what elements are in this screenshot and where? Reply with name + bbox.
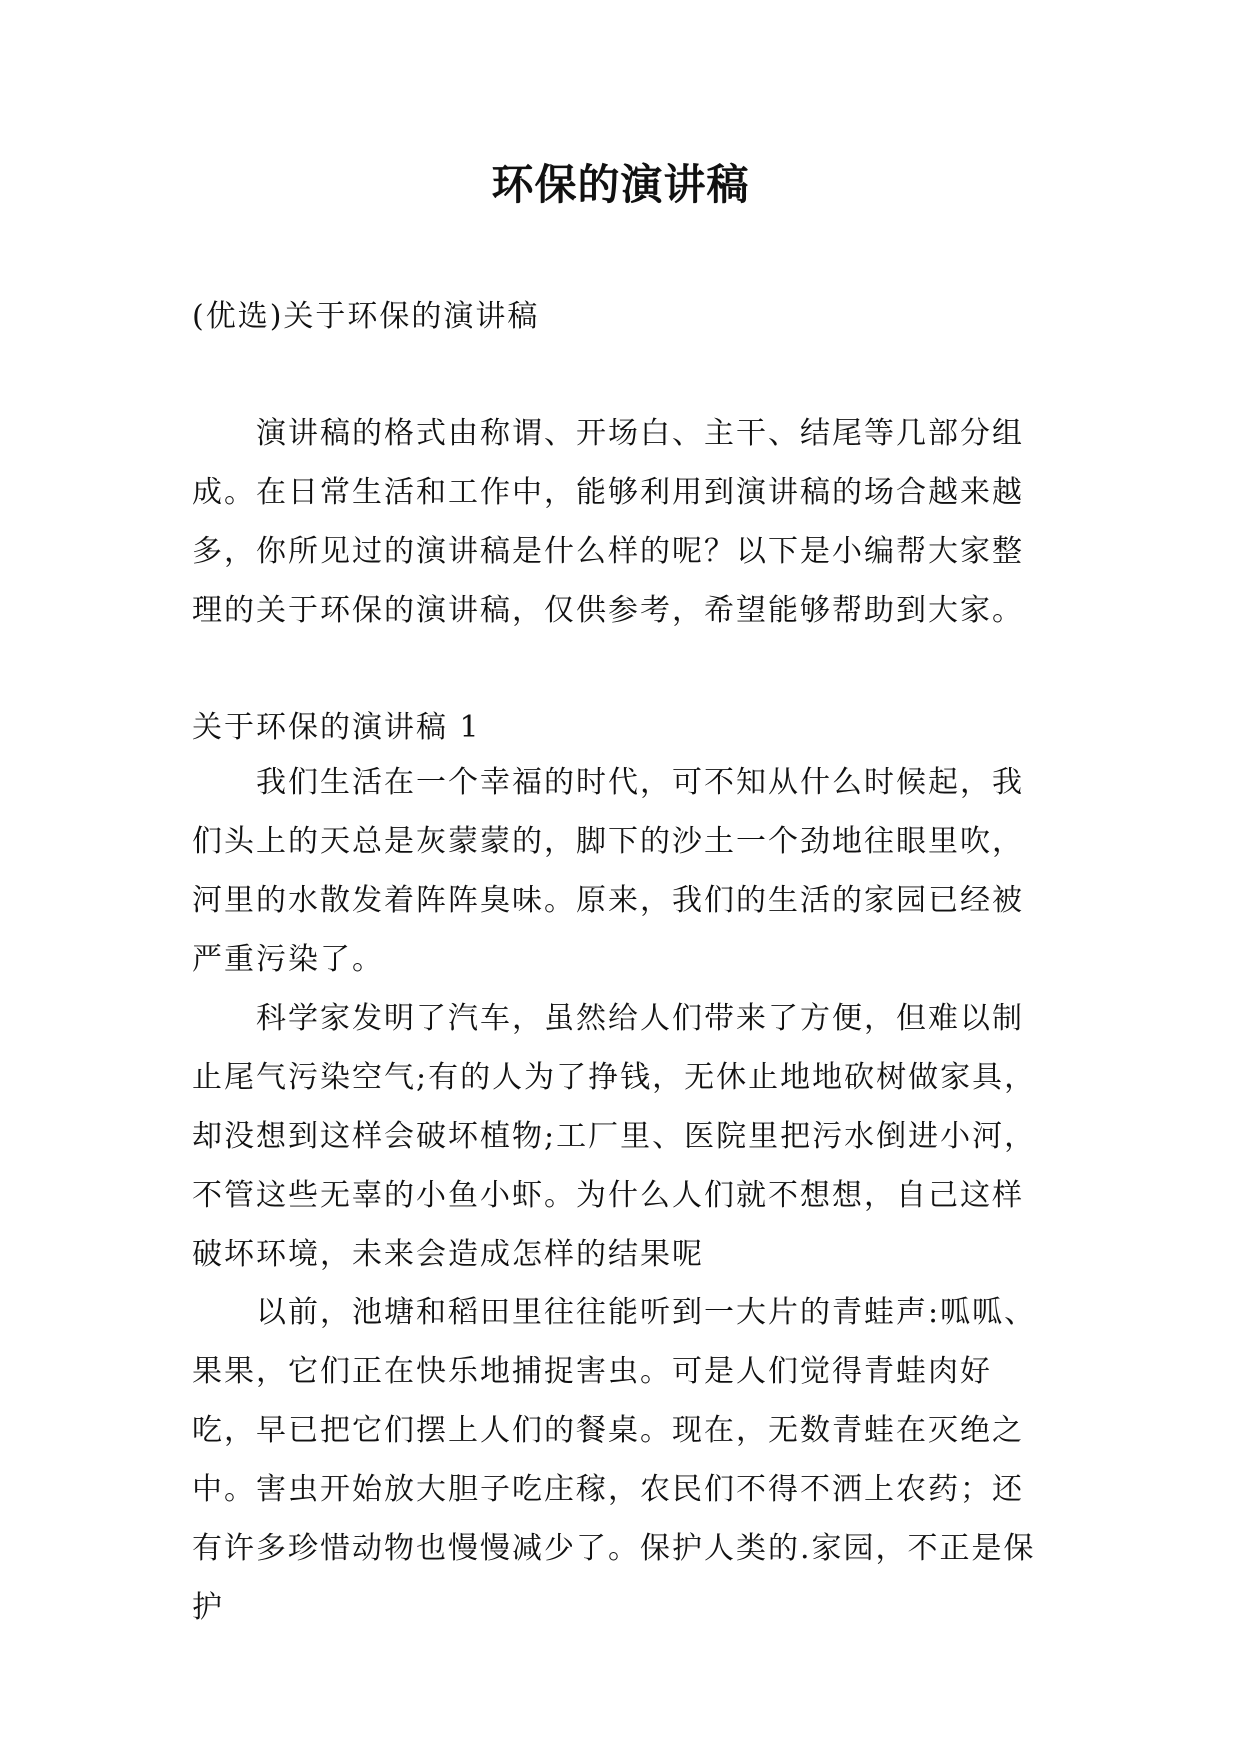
body-paragraph-1	[192, 753, 1052, 989]
body-paragraph-2	[192, 989, 1052, 1284]
intro-paragraph	[192, 404, 1052, 640]
body-paragraph-3	[192, 1283, 1052, 1637]
paragraph-text: 以前，池塘和稻田里往往能听到一大片的青蛙声:呱呱、果果，它们正在快乐地捕捉害虫。可是人们觉得青蛙肉好吃，早已把它们摆上人们的餐桌。现在，无数青蛙在灭绝之中。害虫开始放大胆子吃庄稼，农民们不得不洒上农药；还有许多珍惜动物也慢慢减少了。保护人类的.家园，不正是保护	[192, 1295, 1037, 1625]
section-heading: 关于环保的演讲稿 1	[192, 710, 481, 745]
paragraph-text: 科学家发明了汽车，虽然给人们带来了方便，但难以制止尾气污染空气;有的人为了挣钱，无休止地地砍树做家具，却没想到这样会破坏植物;工厂里、医院里把污水倒进小河，不管这些无辜的小鱼小虾。为什么人们就不想想，自己这样破坏环境，未来会造成怎样的结果呢	[192, 1001, 1037, 1272]
document-title: 环保的演讲稿	[491, 160, 750, 209]
intro-text: 演讲稿的格式由称谓、开场白、主干、结尾等几部分组成。在日常生活和工作中，能够利用到演讲稿的场合越来越多，你所见过的演讲稿是什么样的呢？以下是小编帮大家整理的关于环保的演讲稿，仅供参考，希望能够帮助到大家。	[192, 416, 1024, 628]
paragraph-text: 我们生活在一个幸福的时代，可不知从什么时候起，我们头上的天总是灰蒙蒙的，脚下的沙土一个劲地往眼里吹，河里的水散发着阵阵臭味。原来，我们的生活的家园已经被严重污染了。	[192, 765, 1024, 977]
document-subtitle: (优选)关于环保的演讲稿	[192, 299, 540, 334]
